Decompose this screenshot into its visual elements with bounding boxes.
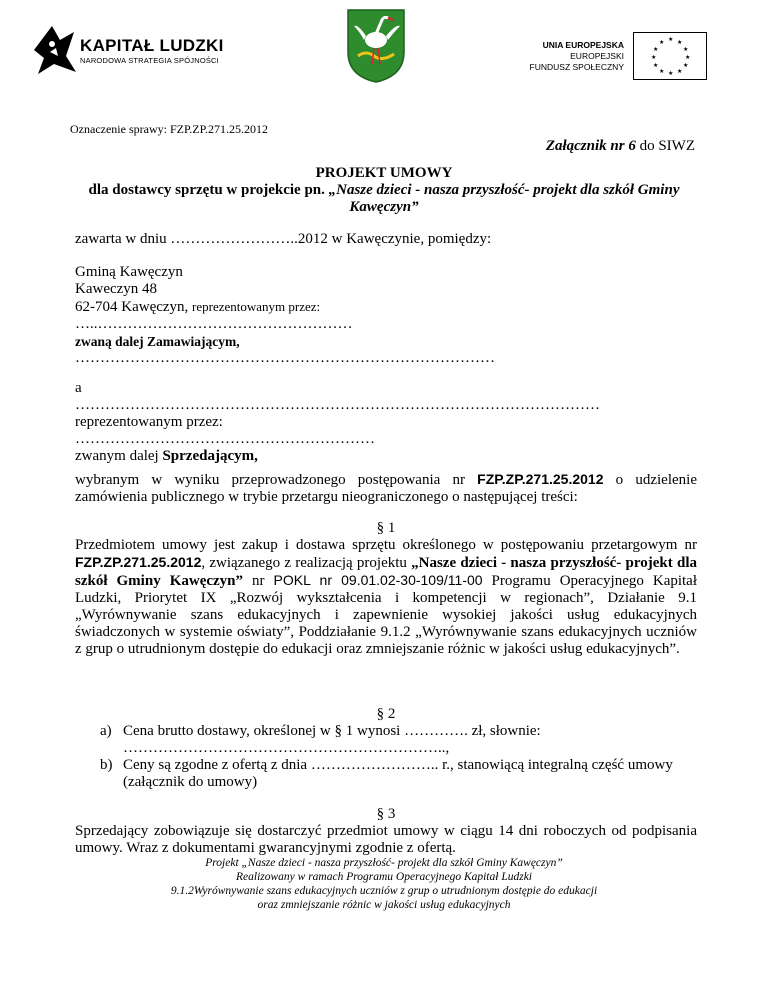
footer-line4: oraz zmniejszanie różnic w jakości usług edukacyjnych — [257, 899, 511, 911]
footer — [80, 856, 688, 912]
section3-text: Sprzedający zobowiązuje się dostarczyć przedmiot umowy w ciągu 14 dni roboczych od podpisania umowy. Wraz z dokumentami gwarancyjnymi zgodnie z ofertą. — [75, 823, 697, 856]
party2-called-b: Sprzedającym, — [162, 448, 258, 464]
svg-text:★: ★ — [668, 36, 674, 43]
attachment-label — [495, 138, 695, 155]
party1-dots2: ………………………………………………………………………… — [75, 350, 495, 366]
eu-line2: EUROPEJSKI — [570, 51, 624, 61]
chosen-paragraph — [75, 471, 697, 506]
s1-pokl: POKL nr 09.01.02-30-109/11-00 — [273, 572, 483, 588]
section1-text — [75, 537, 697, 658]
title-line2-a: dla dostawcy sprzętu w projekcie pn. — [88, 182, 329, 198]
kapital-ludzki-subtitle: NARODOWA STRATEGIA SPÓJNOŚCI — [80, 56, 219, 65]
svg-text:★: ★ — [653, 46, 659, 53]
s2-b-marker: b) — [100, 757, 113, 773]
section1-title: § 1 — [376, 520, 396, 536]
section2-item-a — [100, 723, 697, 757]
s2-a-line1: Cena brutto dostawy, określonej w § 1 wynosi …………. zł, słownie: — [123, 723, 541, 739]
title-line3: Kawęczyn” — [349, 199, 419, 215]
s2-b-line1: Ceny są zgodne z ofertą z dnia …………………….. r., stanowiącą integralną część umowy — [123, 757, 673, 773]
s1-text-c: nr — [243, 573, 274, 589]
case-reference: Oznaczenie sprawy: FZP.ZP.271.25.2012 — [70, 122, 268, 136]
s1-project: „Nasze dzieci - nasza przyszłość- projekt dla szkół Gminy Kawęczyn” — [75, 555, 697, 589]
party2-represented: reprezentowanym przez: — [75, 414, 223, 430]
svg-text:★: ★ — [677, 39, 683, 46]
party2-called-a: zwanym dalej — [75, 448, 163, 464]
footer-line3: 9.1.2Wyrównywanie szans edukacyjnych uczniów z grup o utrudnionym dostępie do edukacji — [170, 885, 598, 897]
party1-represented: reprezentowanym przez: — [192, 299, 321, 314]
s1-ref: FZP.ZP.271.25.2012 — [75, 554, 202, 570]
party2-dots2: …………………………………………………… — [75, 431, 375, 447]
eu-line3: FUNDUSZ SPOŁECZNY — [529, 62, 624, 72]
svg-text:★: ★ — [683, 46, 689, 53]
chosen-ref: FZP.ZP.271.25.2012 — [477, 471, 604, 487]
concluded-line: zawarta w dniu ……………………..2012 w Kawęczynie, pomiędzy: — [75, 231, 492, 247]
eu-line1: UNIA EUROPEJSKA — [542, 40, 624, 50]
document-title — [60, 165, 708, 216]
title-line1: PROJEKT UMOWY — [315, 165, 453, 181]
footer-line2: Realizowany w ramach Programu Operacyjnego Kapitał Ludzki — [236, 871, 532, 883]
s2-a-marker: a) — [100, 723, 112, 739]
party1-called: zwaną dalej Zamawiającym, — [75, 334, 240, 349]
svg-text:★: ★ — [685, 54, 691, 61]
chosen-text-a: wybranym w wyniku przeprowadzonego postępowania nr — [75, 472, 478, 488]
s1-text-b: , związanego z realizacją projektu — [201, 555, 412, 571]
svg-text:★: ★ — [659, 39, 665, 46]
attachment-suffix: do SIWZ — [635, 138, 695, 154]
s1-text-d: Programu Operacyjnego Kapitał Ludzki, Priorytet IX „Rozwój wykształcenia i kompetencji w regionach”, Działanie 9.1 „Wyrównywanie szans edukacyjnych i zapewnienie wysokiej jakości usług edukacyjnych świadczonych w systemie oświaty”, Poddziałanie 9.1.2 „Wyrównywanie szans edukacyjnych uczniów z grup o utrudnionym dostępie do edukacji oraz zmniejszanie różnic w jakości usług edukacyjnych”. — [75, 573, 698, 657]
party2-and: a — [75, 380, 82, 396]
title-line2-b: „Nasze dzieci - nasza przyszłość- projekt dla szkół Gminy — [328, 182, 680, 198]
attachment-number: Załącznik nr 6 — [545, 138, 636, 154]
s2-a-line2: ……………………………………………………….., — [123, 740, 450, 756]
gmina-crest-icon — [344, 6, 408, 84]
section2-title: § 2 — [376, 706, 396, 722]
section2-item-b — [100, 757, 697, 791]
party1-name: Gminą Kawęczyn — [75, 264, 183, 280]
svg-text:★: ★ — [668, 70, 674, 77]
svg-text:★: ★ — [653, 62, 659, 69]
party1-block — [75, 264, 697, 367]
party1-postcode: 62-704 Kawęczyn, — [75, 299, 193, 315]
party2-block — [75, 380, 697, 465]
s2-b-line2: (załącznik do umowy) — [123, 774, 258, 790]
svg-text:★: ★ — [659, 68, 665, 75]
footer-line1: Projekt „Nasze dzieci - nasza przyszłość- projekt dla szkół Gminy Kawęczyn” — [205, 857, 563, 869]
eu-label — [500, 40, 624, 73]
svg-text:★: ★ — [683, 62, 689, 69]
party1-address: Kaweczyn 48 — [75, 281, 158, 297]
header — [0, 0, 768, 100]
party2-dots: …………………………………………………………………………………………… — [75, 397, 600, 413]
chosen-text-b: o udzielenie zamówienia publicznego w trybie przetargu nieograniczonego o następującej treści: — [75, 472, 697, 505]
section3-title: § 3 — [376, 806, 396, 822]
eu-flag-icon — [633, 32, 707, 80]
party1-dots: …..…………………………………………… — [75, 316, 353, 332]
svg-text:★: ★ — [651, 54, 657, 61]
svg-text:★: ★ — [677, 68, 683, 75]
kapital-ludzki-title: KAPITAŁ LUDZKI — [80, 36, 224, 55]
s1-text-a: Przedmiotem umowy jest zakup i dostawa sprzętu określonego w postępowaniu przetargowym nr — [75, 537, 697, 553]
